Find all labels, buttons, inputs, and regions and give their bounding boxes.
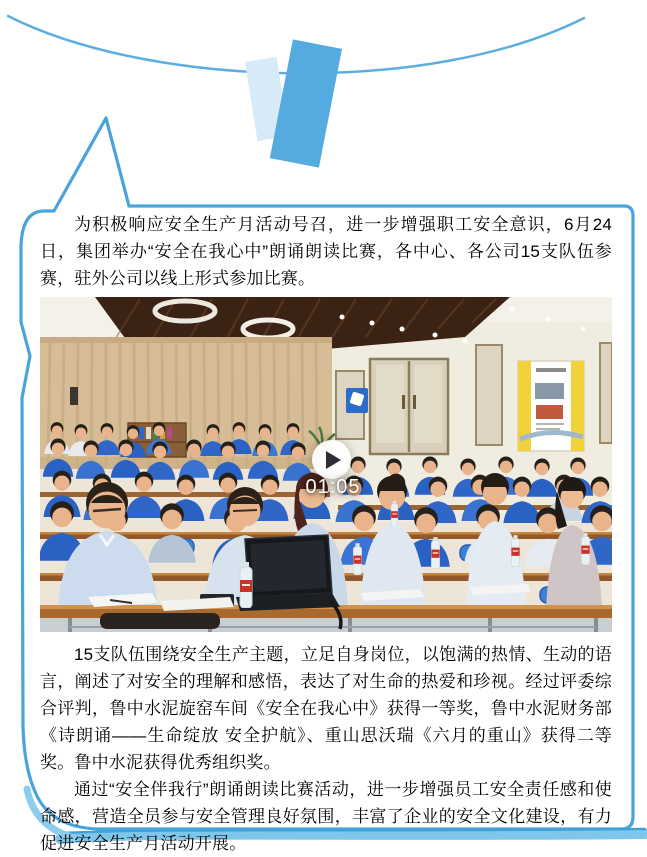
bag	[100, 613, 220, 629]
article-paragraph-1: 为积极响应安全生产月活动号召，进一步增强职工安全意识，6月24日，集团举办“安全在我心中”朗诵朗读比赛，各中心、各公司15支队伍参赛，驻外公司以线上形式参加比赛。	[40, 215, 612, 288]
play-button[interactable]	[312, 440, 351, 479]
article-body	[40, 206, 612, 857]
video-timestamp: 01:05	[305, 476, 361, 498]
top-curve-decor	[8, 16, 584, 73]
light-card-decor	[245, 57, 289, 141]
video-player[interactable]	[40, 297, 612, 632]
wall-poster	[518, 361, 584, 451]
article-paragraph-3: 通过“安全伴我行”朗诵朗读比赛活动，进一步增强员工安全责任感和使命感，营造全员参与安全管理良好氛围，丰富了企业的安全文化建设，有力促进安全生产月活动开展。	[40, 780, 612, 853]
blue-card-decor	[270, 39, 342, 167]
article-paragraph-2: 15支队伍围绕安全生产主题，立足自身岗位，以饱满的热情、生动的语言，阐述了对安全的理解和感悟，表达了对生命的热爱和珍视。经过评委综合评判，鲁中水泥旋窑车间《安全在我心中》获得一等奖，鲁中水泥财务部《诗朗诵——生命绽放 安全护航》、重山思沃瑞《六月的重山》获得二等奖。鲁中水泥获得优秀组织奖。	[40, 645, 612, 772]
speaker	[70, 387, 78, 405]
wall-sign	[346, 388, 368, 413]
play-icon	[325, 451, 341, 469]
